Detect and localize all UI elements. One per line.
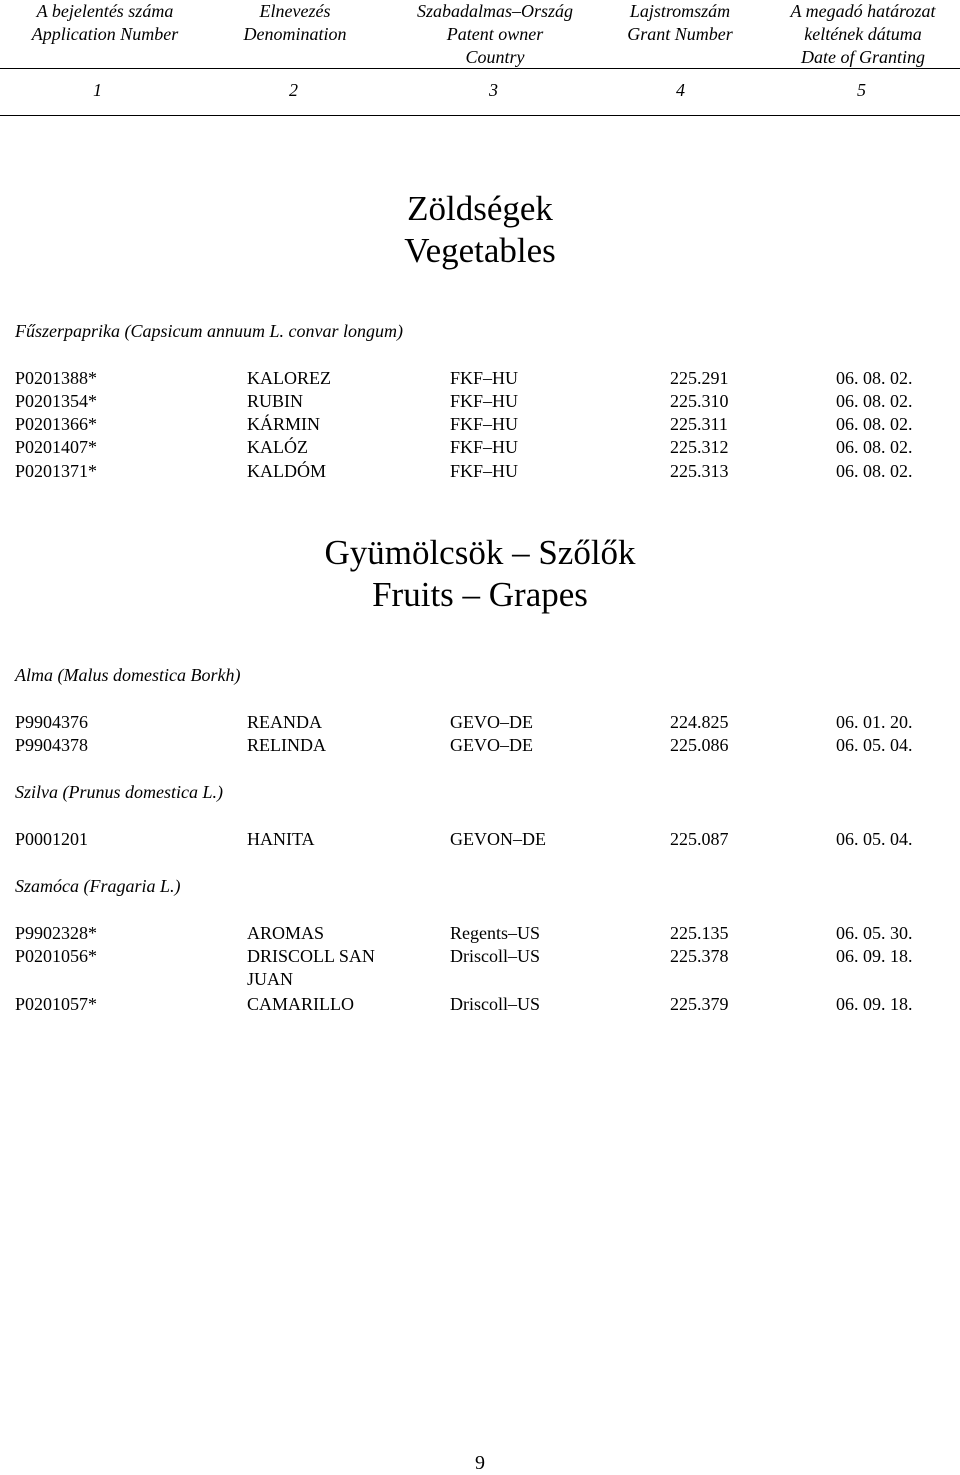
patent-owner: Driscoll–US — [450, 994, 540, 1014]
grant-date: 06. 08. 02. — [836, 391, 913, 411]
grant-number: 225.378 — [670, 946, 729, 966]
table-row — [0, 734, 960, 757]
denomination: RELINDA — [247, 735, 326, 755]
patent-owner: Regents–US — [450, 923, 540, 943]
group-name: Szamóca (Fragaria L.) — [15, 876, 181, 896]
application-number: P0201371* — [15, 461, 98, 481]
patent-owner: GEVON–DE — [450, 829, 546, 849]
group-name: Alma (Malus domestica Borkh) — [15, 665, 241, 685]
grant-number: 225.291 — [670, 368, 729, 388]
table-row — [0, 413, 960, 436]
group-name: Fűszerpaprika (Capsicum annuum L. convar longum) — [15, 321, 403, 341]
header-label: keltének dátuma — [804, 24, 922, 44]
section-title-en: Vegetables — [404, 231, 556, 270]
grant-date: 06. 08. 02. — [836, 437, 913, 457]
grant-number: 225.310 — [670, 391, 729, 411]
section-title — [0, 188, 960, 272]
application-number: P0201388* — [15, 368, 98, 388]
header-label: Grant Number — [627, 24, 733, 44]
table-row — [0, 922, 960, 945]
group-name: Szilva (Prunus domestica L.) — [15, 782, 223, 802]
header-label: Elnevezés — [259, 1, 331, 21]
application-number: P0201056* — [15, 946, 98, 966]
section-title-en: Fruits – Grapes — [372, 575, 588, 614]
grant-date: 06. 09. 18. — [836, 946, 913, 966]
patent-owner: Driscoll–US — [450, 946, 540, 966]
grant-number: 225.312 — [670, 437, 729, 457]
application-number: P9904376 — [15, 712, 89, 732]
header-application-number — [15, 0, 195, 46]
application-number: P9902328* — [15, 923, 98, 943]
application-number: P0201354* — [15, 391, 98, 411]
table-row — [0, 945, 960, 991]
header-grant-number — [605, 0, 755, 46]
grant-date: 06. 05. 04. — [836, 829, 913, 849]
application-number: P0201366* — [15, 414, 98, 434]
header-label: Date of Granting — [801, 47, 925, 67]
denomination: CAMARILLO — [247, 994, 354, 1014]
section-title-hu: Gyümölcsök – Szőlők — [324, 533, 636, 572]
grant-number: 225.087 — [670, 829, 729, 849]
column-number: 4 — [676, 80, 685, 100]
table-row — [0, 828, 960, 851]
header-rule — [0, 68, 960, 69]
denomination: KALOREZ — [247, 368, 331, 388]
denomination: KALDÓM — [247, 461, 326, 481]
column-numbers — [0, 80, 960, 104]
denomination: REANDA — [247, 712, 322, 732]
application-number: P0001201 — [15, 829, 89, 849]
grant-date: 06. 08. 02. — [836, 461, 913, 481]
grant-number: 225.311 — [670, 414, 728, 434]
denomination: DRISCOLL SAN JUAN — [247, 946, 375, 989]
grant-number: 224.825 — [670, 712, 729, 732]
column-number: 2 — [289, 80, 298, 100]
grant-date: 06. 05. 30. — [836, 923, 913, 943]
header-label: A megadó határozat — [790, 1, 936, 21]
patent-owner: FKF–HU — [450, 414, 519, 434]
header-label: Denomination — [243, 24, 347, 44]
grant-date: 06. 08. 02. — [836, 414, 913, 434]
patent-owner: FKF–HU — [450, 461, 519, 481]
header-label: Patent owner — [446, 24, 544, 44]
application-number: P9904378 — [15, 735, 89, 755]
header-denomination — [225, 0, 365, 46]
grant-number: 225.313 — [670, 461, 729, 481]
application-number: P0201407* — [15, 437, 98, 457]
denomination: AROMAS — [247, 923, 325, 943]
denomination: KALÓZ — [247, 437, 308, 457]
column-number: 3 — [489, 80, 498, 100]
column-number: 1 — [93, 80, 102, 100]
patent-owner: FKF–HU — [450, 368, 519, 388]
header-date-of-granting — [768, 0, 958, 69]
grant-date: 06. 09. 18. — [836, 994, 913, 1014]
grant-date: 06. 05. 04. — [836, 735, 913, 755]
section-title — [0, 532, 960, 616]
header-label: Country — [465, 47, 525, 67]
patent-owner: FKF–HU — [450, 437, 519, 457]
section-title-hu: Zöldségek — [407, 189, 553, 228]
grant-date: 06. 08. 02. — [836, 368, 913, 388]
header-patent-owner — [400, 0, 590, 69]
grant-number: 225.086 — [670, 735, 729, 755]
table-header — [0, 0, 960, 68]
grant-date: 06. 01. 20. — [836, 712, 913, 732]
table-row — [0, 390, 960, 413]
page-number: 9 — [475, 1452, 485, 1474]
application-number: P0201057* — [15, 994, 98, 1014]
patent-owner: FKF–HU — [450, 391, 519, 411]
table-row — [0, 436, 960, 459]
table-row — [0, 993, 960, 1016]
denomination: RUBIN — [247, 391, 304, 411]
column-numbers-rule — [0, 115, 960, 116]
denomination: HANITA — [247, 829, 315, 849]
header-label: Application Number — [31, 24, 179, 44]
header-label: A bejelentés száma — [36, 1, 174, 21]
grant-number: 225.379 — [670, 994, 729, 1014]
denomination: KÁRMIN — [247, 414, 321, 434]
patent-owner: GEVO–DE — [450, 735, 533, 755]
header-label: Lajstromszám — [629, 1, 731, 21]
patent-owner: GEVO–DE — [450, 712, 533, 732]
table-row — [0, 460, 960, 483]
column-number: 5 — [857, 80, 866, 100]
header-label: Szabadalmas–Ország — [416, 1, 574, 21]
table-row — [0, 367, 960, 390]
grant-number: 225.135 — [670, 923, 729, 943]
table-row — [0, 711, 960, 734]
